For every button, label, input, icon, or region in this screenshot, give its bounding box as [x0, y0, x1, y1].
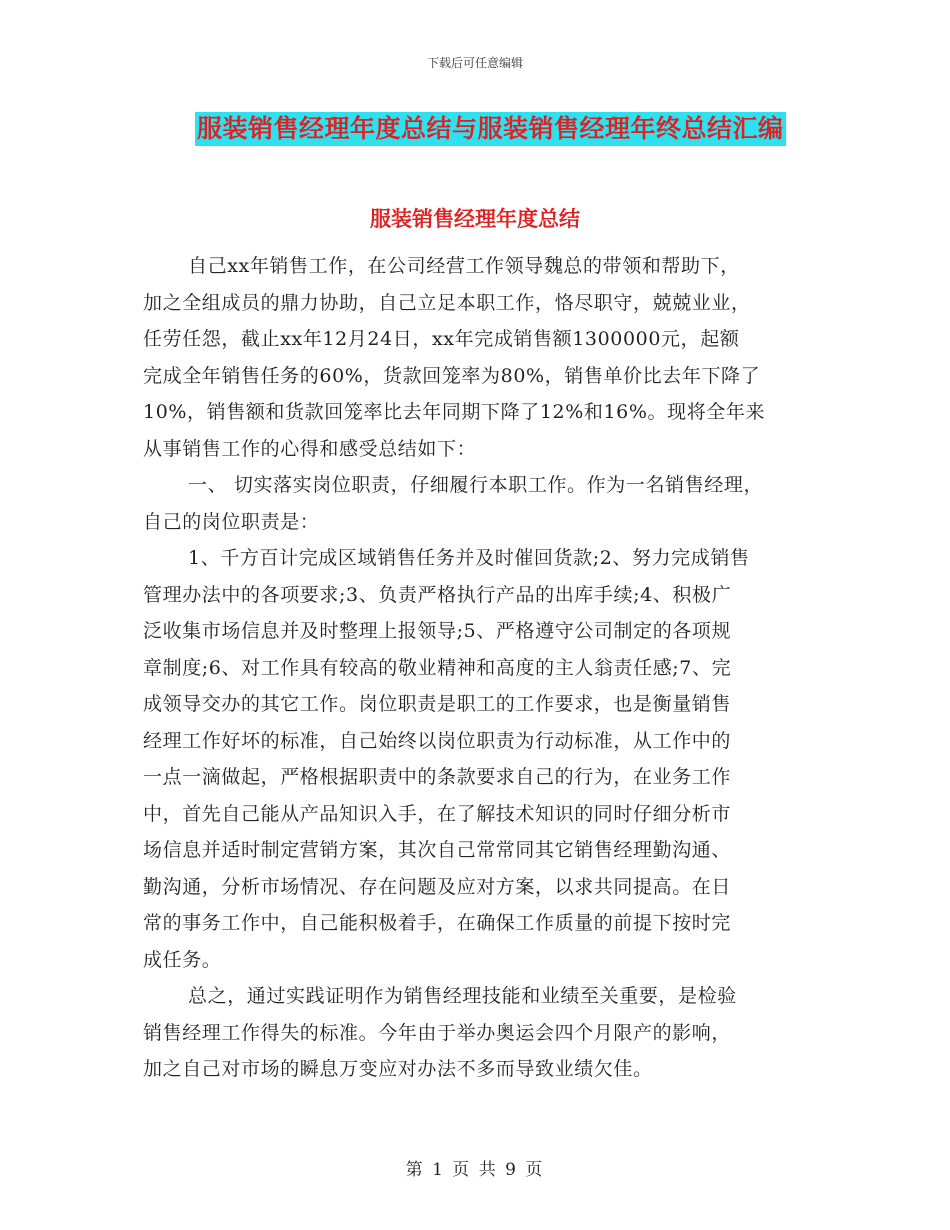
body-text — [143, 248, 833, 1088]
text-line: 完成全年销售任务的60%，货款回笼率为80%，销售单价比去年下降了 — [143, 364, 761, 387]
text-line: 勤沟通，分析市场情况、存在问题及应对方案，以求共同提高。在日 — [143, 875, 732, 898]
text-line: 自己的岗位职责是： — [143, 510, 320, 533]
text-line: 一、 切实落实岗位职责，仔细履行本职工作。作为一名销售经理， — [188, 474, 764, 496]
text-line: 1、千方百计完成区域销售任务并及时催回货款;2、努力完成销售 — [188, 547, 750, 569]
text-line: 管理办法中的各项要求;3、负责严格执行产品的出库手续;4、积极广 — [143, 583, 732, 606]
text-line: 成任务。 — [143, 948, 222, 971]
text-line: 经理工作好坏的标准，自己始终以岗位职责为行动标准，从工作中的 — [143, 729, 732, 752]
text-line: 加之全组成员的鼎力协助，自己立足本职工作，恪尽职守，兢兢业业， — [143, 291, 751, 314]
text-line: 一点一滴做起，严格根据职责中的条款要求自己的行为，在业务工作 — [143, 766, 732, 788]
text-line: 加之自己对市场的瞬息万变应对办法不多而导致业绩欠佳。 — [143, 1058, 653, 1080]
text-line: 常的事务工作中，自己能积极着手，在确保工作质量的前提下按时完 — [143, 912, 732, 934]
text-line: 成领导交办的其它工作。岗位职责是职工的工作要求，也是衡量销售 — [143, 693, 732, 715]
text-line: 自己xx年销售工作，在公司经营工作领导魏总的带领和帮助下， — [188, 255, 740, 277]
text-line: 场信息并适时制定营销方案，其次自己常常同其它销售经理勤沟通、 — [143, 839, 732, 861]
header-note: 下载后可任意编辑 — [426, 56, 523, 70]
text-line: 任劳任怨，截止xx年12月24日，xx年完成销售额1300000元，起额 — [143, 328, 740, 350]
text-line: 从事销售工作的心得和感受总结如下： — [143, 437, 477, 460]
text-line: 泛收集市场信息并及时整理上报领导;5、严格遵守公司制定的各项规 — [143, 620, 732, 642]
text-line: 中，首先自己能从产品知识入手，在了解技术知识的同时仔细分析市 — [143, 802, 732, 825]
section-title: 服装销售经理年度总结 — [370, 207, 580, 231]
main-title: 服装销售经理年度总结与服装销售经理年终总结汇编 — [195, 112, 786, 146]
page-footer: 第 1 页 共 9 页 — [405, 1160, 545, 1180]
text-line: 总之，通过实践证明作为销售经理技能和业绩至关重要，是检验 — [188, 985, 737, 1007]
text-line: 销售经理工作得失的标准。今年由于举办奥运会四个月限产的影响， — [143, 1021, 732, 1044]
text-line: 10%，销售额和货款回笼率比去年同期下降了12%和16%。现将全年来 — [143, 401, 766, 423]
text-line: 章制度;6、对工作具有较高的敬业精神和高度的主人翁责任感;7、完 — [143, 656, 732, 679]
